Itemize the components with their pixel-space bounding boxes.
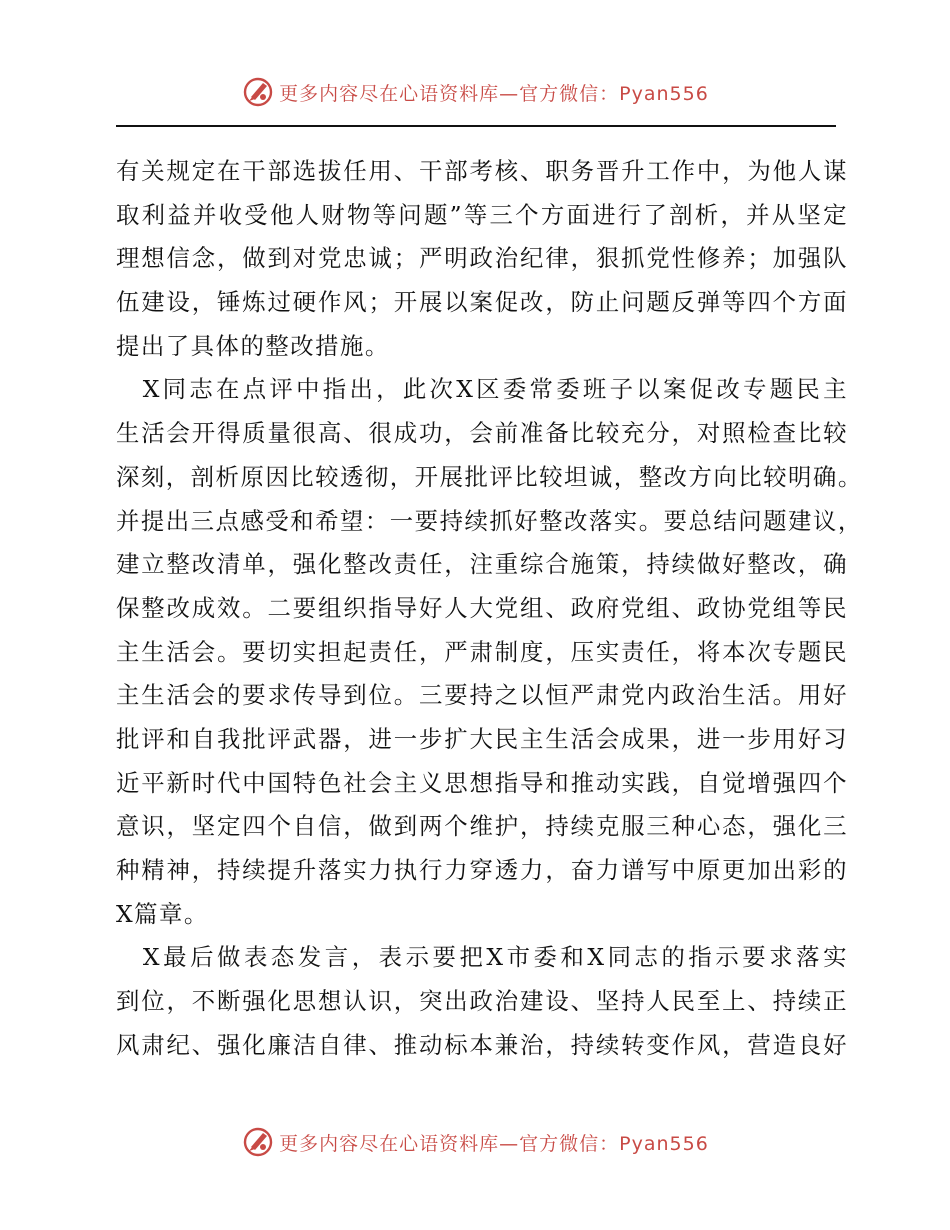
body-line: 到位，不断强化思想认识，突出政治建设、坚持人民至上、持续正: [116, 987, 848, 1016]
body-line: X同志在点评中指出，此次X区委常委班子以案促改专题民主: [116, 375, 848, 404]
body-line: 风肃纪、强化廉洁自律、推动标本兼治，持续转变作风，营造良好: [116, 1030, 848, 1059]
body-line: 意识，坚定四个自信，做到两个维护，持续克服三种心态，强化三: [116, 812, 848, 841]
footer-watermark-banner: [0, 1122, 950, 1162]
body-line: 主生活会的要求传导到位。三要持之以恒严肃党内政治生活。用好: [116, 681, 848, 710]
body-line: 取利益并收受他人财物等问题”等三个方面进行了剖析，并从坚定: [116, 200, 848, 229]
body-line: 批评和自我批评武器，进一步扩大民主生活会成果，进一步用好习: [116, 724, 848, 753]
header-rule: [116, 125, 836, 127]
logo-icon: [241, 75, 275, 109]
body-line: 伍建设，锤炼过硬作风；开展以案促改，防止问题反弹等四个方面: [116, 288, 848, 317]
body-line: X篇章。: [116, 899, 209, 928]
body-line: 建立整改清单，强化整改责任，注重综合施策，持续做好整改，确: [116, 550, 848, 579]
body-line: 有关规定在干部选拔任用、干部考核、职务晋升工作中，为他人谋: [116, 157, 848, 185]
logo-icon: [241, 1125, 275, 1159]
body-line: 主生活会。要切实担起责任，严肃制度，压实责任，将本次专题民: [116, 637, 848, 666]
body-line: 保整改成效。二要组织指导好人大党组、政府党组、政协党组等民: [116, 593, 848, 622]
body-line: 提出了具体的整改措施。: [116, 331, 390, 360]
document-body: [116, 150, 863, 1067]
header-watermark-banner: [0, 72, 950, 112]
body-line: 近平新时代中国特色社会主义思想指导和推动实践，自觉增强四个: [116, 768, 848, 797]
body-line: X最后做表态发言，表示要把X市委和X同志的指示要求落实: [116, 943, 848, 972]
body-line: 种精神，持续提升落实力执行力穿透力，奋力谱写中原更加出彩的: [116, 856, 848, 884]
body-line: 深刻，剖析原因比较透彻，开展批评比较坦诚，整改方向比较明确。: [116, 462, 863, 491]
footer-banner-text: 更多内容尽在心语资料库—官方微信：Pyan556: [279, 1132, 709, 1155]
body-line: 并提出三点感受和希望：一要持续抓好整改落实。要总结问题建议，: [116, 506, 863, 535]
body-line: 理想信念，做到对党忠诚；严明政治纪律，狠抓党性修养；加强队: [116, 244, 848, 273]
body-line: 生活会开得质量很高、很成功，会前准备比较充分，对照检查比较: [116, 419, 848, 448]
header-banner-text: 更多内容尽在心语资料库—官方微信：Pyan556: [279, 82, 709, 105]
